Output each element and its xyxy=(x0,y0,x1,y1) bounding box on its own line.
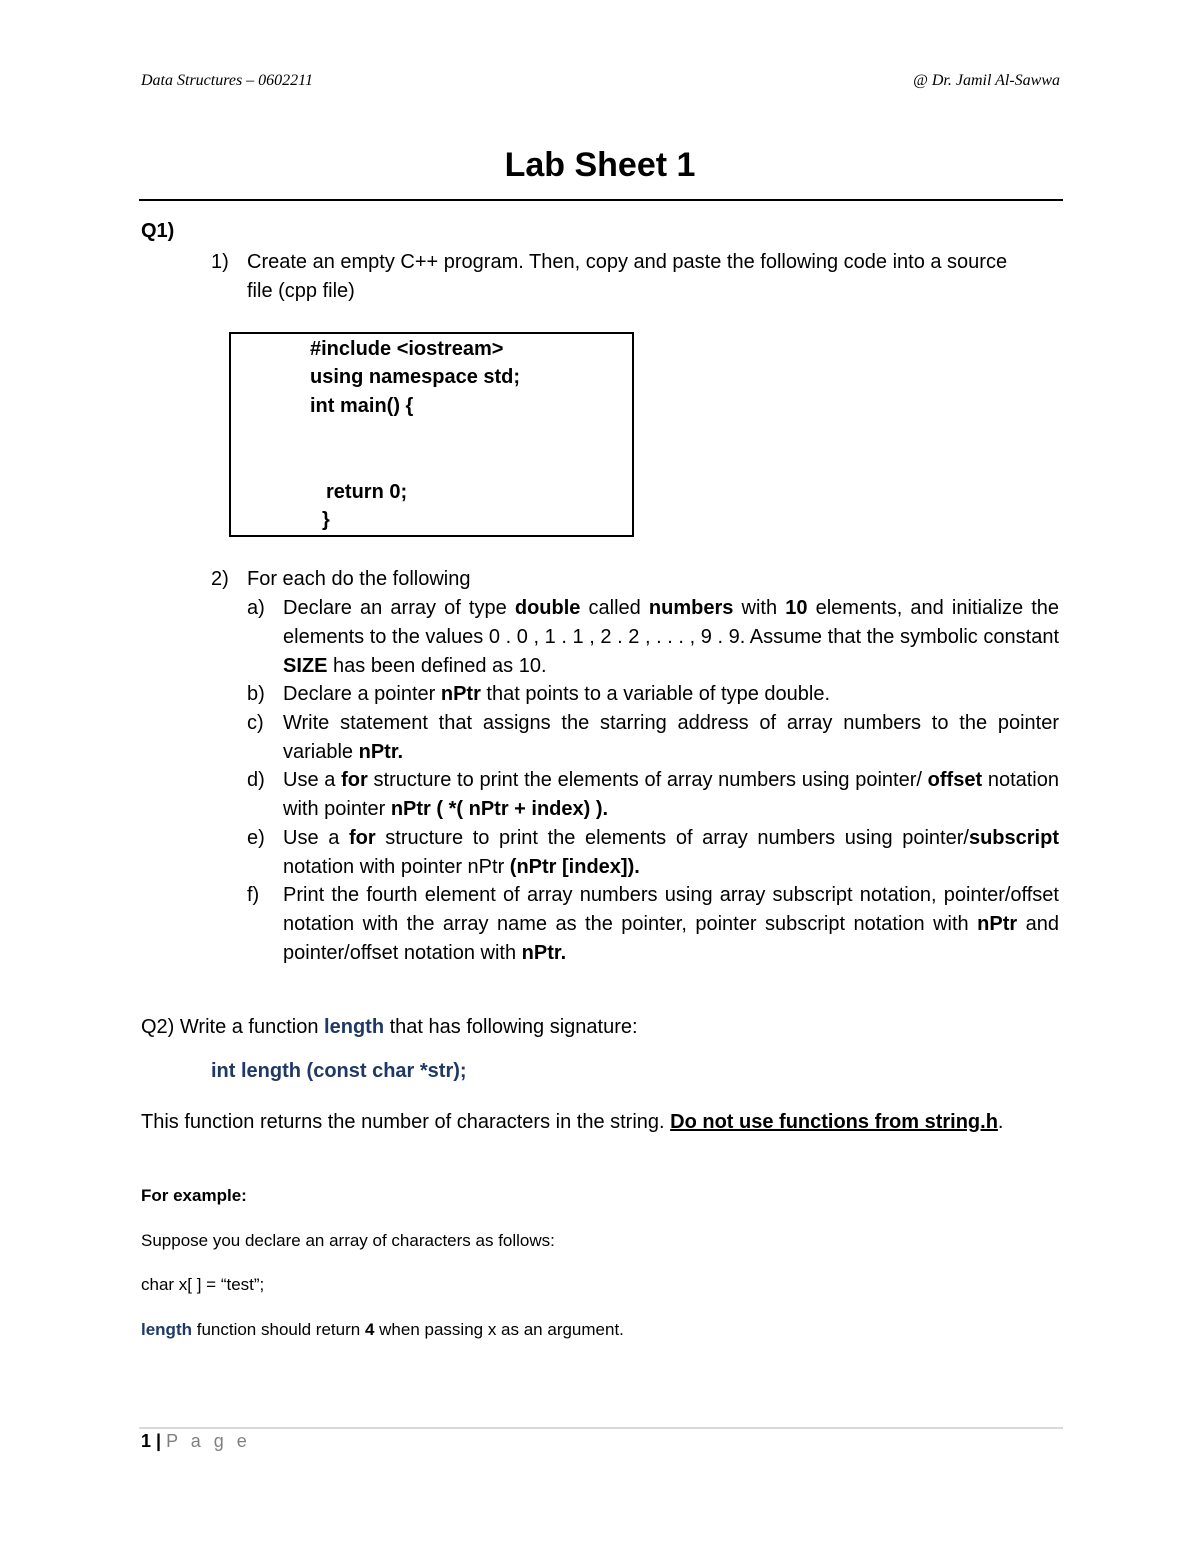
title-divider xyxy=(139,199,1063,201)
subitem-letter: b) xyxy=(247,683,265,705)
q1-item1-number: 1) xyxy=(211,251,229,273)
subitem-text: Write statement that assigns the starring address of array numbers to the pointer variable nPtr. xyxy=(283,712,1059,763)
example-code: char x[ ] = “test”; xyxy=(141,1275,265,1294)
q2-description: This function returns the number of characters in the string. Do not use functions from string.h. xyxy=(141,1111,1004,1133)
subitem-text: Declare a pointer nPtr that points to a variable of type double. xyxy=(283,683,830,705)
q2-heading: Q2) Write a function length that has following signature: xyxy=(141,1016,638,1038)
subitem-letter: a) xyxy=(247,597,265,619)
page-title: Lab Sheet 1 xyxy=(504,146,696,184)
example-label: For example: xyxy=(141,1186,247,1205)
subitem-letter: d) xyxy=(247,769,265,791)
example-return: length function should return 4 when passing x as an argument. xyxy=(141,1320,624,1339)
code-line: return 0; xyxy=(326,481,408,503)
example-suppose: Suppose you declare an array of characters as follows: xyxy=(141,1231,555,1250)
header-course: Data Structures – 0602211 xyxy=(141,72,313,89)
footer-divider xyxy=(139,1427,1063,1429)
code-line: using namespace std; xyxy=(310,366,521,388)
q1-item1-text: Create an empty C++ program. Then, copy and paste the following code into a source file (cpp file) xyxy=(247,251,1008,302)
code-box xyxy=(229,332,634,537)
subitem-text: Print the fourth element of array numbers using array subscript notation, pointer/offset notation with the array name as the pointer, pointer subscript notation with nPtr and pointer/offset notation with nPtr. xyxy=(283,884,1059,964)
subitem-letter: f) xyxy=(247,884,260,906)
page-footer: 1 | P a g e xyxy=(141,1431,251,1451)
code-line: } xyxy=(322,509,330,531)
function-signature: int length (const char *str); xyxy=(211,1060,467,1082)
subitem-letter: e) xyxy=(247,827,265,849)
function-name: length xyxy=(324,1016,385,1038)
q1-label: Q1) xyxy=(141,220,175,242)
subitem-text: Use a for structure to print the elements of array numbers using pointer/subscript notation with pointer nPtr (nPtr [index]). xyxy=(283,827,1059,878)
subitem-text: Declare an array of type double called numbers with 10 elements, and initialize the elements to the values 0 . 0 , 1 . 1 , 2 . 2 , . . . , 9 . 9. Assume that the symbolic constant SIZE has been defined as 10. xyxy=(283,597,1060,677)
code-line: #include <iostream> xyxy=(310,338,504,360)
code-line: int main() { xyxy=(310,395,414,417)
page-label: P a g e xyxy=(166,1431,251,1451)
page-number: 1 xyxy=(141,1431,152,1451)
subitem-letter: c) xyxy=(247,712,264,734)
subitem-text: Use a for structure to print the elements of array numbers using pointer/ offset notation with pointer nPtr ( *( nPtr + index) ). xyxy=(283,769,1060,820)
q1-item2-text: For each do the following xyxy=(247,568,471,590)
warning-text: Do not use functions from string.h xyxy=(670,1111,998,1133)
header-author: @ Dr. Jamil Al-Sawwa xyxy=(913,72,1060,89)
q1-item2-number: 2) xyxy=(211,568,229,590)
